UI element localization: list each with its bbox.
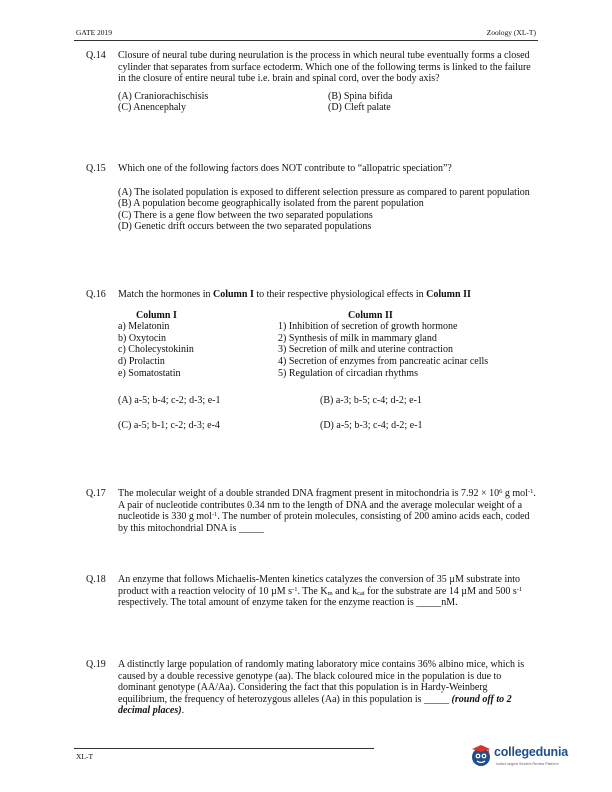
question-14 <box>86 50 538 114</box>
option-c: (C) a-5; b-1; c-2; d-3; e-4 <box>118 419 220 431</box>
superscript: -1 <box>292 585 298 593</box>
text-part: to their respective physiological effects in <box>253 289 427 300</box>
emphasis: (round off to 2 decimal places) <box>118 693 512 717</box>
option-a: (A) The isolated population is exposed to different selection pressure as compared to parent population <box>118 186 530 198</box>
question-number: Q.18 <box>86 574 106 585</box>
text-part: . The number of protein molecules, consisting of 200 amino acids each, coded by this mitochondrial DNA is _____ <box>118 511 530 534</box>
text-part: The molecular weight of a double stranded DNA fragment present in mitochondria is 7.92 × 10 <box>118 488 500 499</box>
superscript: -1 <box>211 511 218 519</box>
text-part: . The K <box>297 585 328 597</box>
question-text <box>118 574 538 609</box>
footer-rule <box>74 748 374 749</box>
subscript: m <box>327 589 333 597</box>
footer-paper-code: XL-T <box>76 752 94 761</box>
text-part: Match the hormones in <box>118 289 213 300</box>
question-text <box>118 488 538 534</box>
column-i-item: a) Melatonin <box>118 321 170 333</box>
question-number: Q.17 <box>86 488 106 499</box>
question-text <box>118 659 538 717</box>
option-a: (A) a-5; b-4; c-2; d-3; e-1 <box>118 395 221 407</box>
header-subject: Zoology (XL-T) <box>486 28 536 37</box>
question-number: Q.16 <box>86 289 106 300</box>
options-row-2 <box>118 420 538 432</box>
text-part: . A pair of nucleotide contributes 0.34 nm to the length of DNA and the average molecular weight of a nucleotide is 330 g mol <box>118 488 536 523</box>
question-16 <box>86 289 538 431</box>
column-ii-item: 2) Synthesis of milk in mammary gland <box>278 332 437 344</box>
option-c: (C) Anencephaly <box>118 102 187 114</box>
text-part: An enzyme that follows Michaelis-Menten kinetics catalyzes the conversion of 35 µM substrate into product with a reaction velocity of 10 µM s <box>118 574 521 597</box>
question-18 <box>86 574 538 609</box>
column-ii-item: 5) Regulation of circadian rhythms <box>278 367 418 379</box>
column-ii-ref: Column II <box>426 289 471 300</box>
column-ii-item: 4) Secretion of enzymes from pancreatic acinar cells <box>278 355 489 367</box>
text-part: respectively. The total amount of enzyme taken for the enzyme reaction is _____nM. <box>118 597 458 609</box>
subscript: cat <box>357 589 365 597</box>
options <box>118 187 538 233</box>
superscript: 6 <box>499 488 503 495</box>
header-exam: GATE 2019 <box>76 28 113 37</box>
column-i-item: b) Oxytocin <box>118 332 167 344</box>
column-ii-item: 1) Inhibition of secretion of growth hormone <box>278 321 458 333</box>
text-part: A distinctly large population of randomly mating laboratory mice contains 36% albino mice, which is caused by a double recessive genotype (aa). The black coloured mice in the population is due to dominant genotype (AA/Aa). Considering the fact that this population is in Hardy-Weinberg equilibrium, the frequency of heterozygous alleles (Aa) in this population is _____ <box>118 659 525 705</box>
question-15 <box>86 163 538 233</box>
option-a: (A) Craniorachischisis <box>118 90 209 102</box>
question-text: Which one of the following factors does NOT contribute to “allopatric speciation”? <box>118 163 452 174</box>
option-d: (D) Genetic drift occurs between the two separated populations <box>118 221 372 233</box>
collegedunia-logo <box>470 741 590 777</box>
logo-text: collegedunia <box>494 745 569 759</box>
column-i-ref: Column I <box>212 289 254 300</box>
match-table <box>118 310 538 380</box>
question-19 <box>86 659 538 717</box>
question-text: Closure of neural tube during neurulation is the process in which neural tube eventually forms a closed cylinder that separates from surface ectoderm. Which one of the following terms is linked to the failure in the closure of entire neural tube i.e. brain and spinal cord, over the body axis? <box>118 50 531 85</box>
column-ii-item: 3) Secretion of milk and uterine contraction <box>278 344 453 356</box>
text-part: g mol <box>502 488 528 499</box>
column-ii <box>278 310 538 380</box>
logo-tagline: India's largest Student Review Platform <box>496 762 559 766</box>
superscript: -1 <box>516 585 523 593</box>
column-ii-header: Column II <box>348 309 393 321</box>
question-number: Q.14 <box>86 50 106 61</box>
options-row-1 <box>118 395 538 407</box>
options <box>118 91 538 114</box>
question-number: Q.15 <box>86 163 106 174</box>
column-i-item: e) Somatostatin <box>118 367 181 379</box>
option-b: (B) A population become geographically isolated from the parent population <box>118 198 424 210</box>
column-i-item: d) Prolactin <box>118 355 165 367</box>
header-rule <box>74 40 538 41</box>
option-b: (B) a-3; b-5; c-4; d-2; e-1 <box>320 395 422 407</box>
question-number: Q.19 <box>86 659 106 670</box>
option-d: (D) Cleft palate <box>328 102 391 114</box>
column-i-item: c) Cholecystokinin <box>118 344 194 356</box>
option-c: (C) There is a gene flow between the two separated populations <box>118 209 373 221</box>
superscript: -1 <box>527 488 534 495</box>
column-i-header: Column I <box>136 309 177 321</box>
question-text <box>118 289 538 301</box>
column-i <box>118 310 278 380</box>
option-b: (B) Spina bifida <box>328 90 393 102</box>
text-part: for the substrate are 14 µM and 500 s <box>364 585 517 597</box>
mascot-icon <box>470 743 492 769</box>
option-d: (D) a-5; b-3; c-4; d-2; e-1 <box>320 419 423 431</box>
text-part: and k <box>332 585 358 597</box>
text-part: . <box>181 705 185 717</box>
question-17 <box>86 488 538 534</box>
